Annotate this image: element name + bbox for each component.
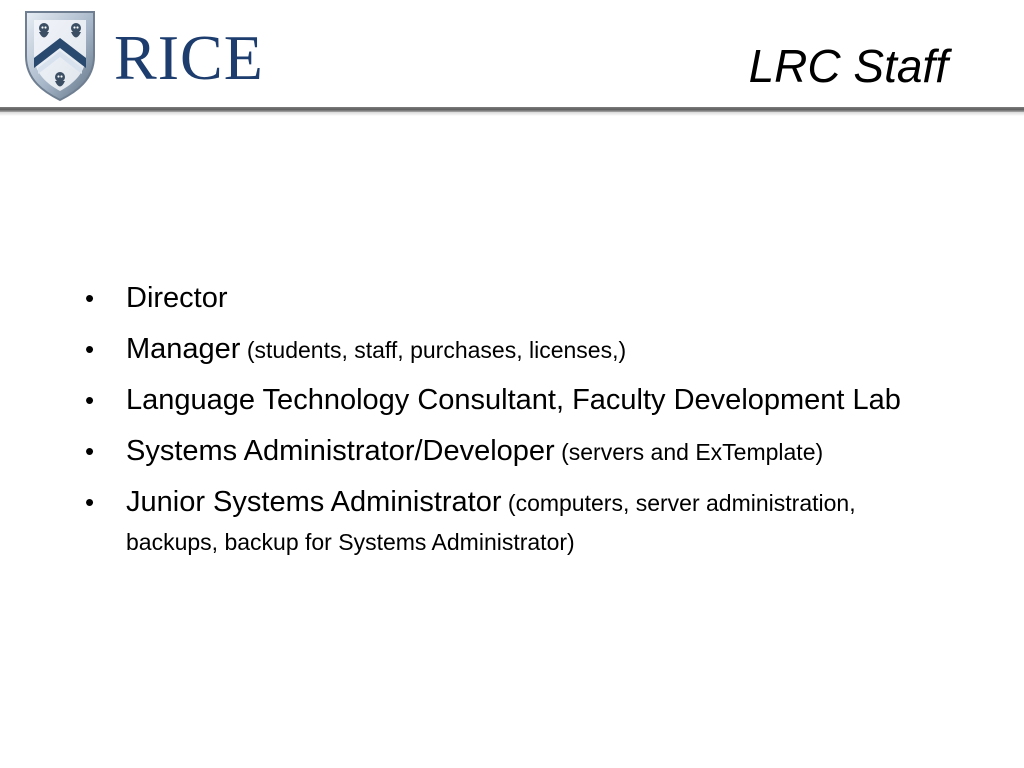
rice-wordmark: RICE [114, 22, 264, 93]
rice-shield-icon [22, 10, 98, 102]
staff-list-item-systems-administrator-developer [82, 432, 912, 471]
staff-role-note: (servers and ExTemplate) [554, 439, 824, 465]
bullet-point-icon: • [85, 436, 95, 466]
staff-role-note: (computers, server administration, backups, backup for Systems Administrator) [126, 490, 856, 555]
staff-list-item-language-technology-consultant [82, 381, 912, 420]
staff-list-item-junior-systems-administrator [82, 483, 912, 561]
staff-role: Manager [126, 333, 241, 365]
slide-title: LRC Staff [748, 40, 948, 92]
bullet-point-icon: • [85, 487, 95, 517]
bullet-point-icon: • [85, 385, 95, 415]
rice-logo [22, 10, 282, 102]
staff-list-item-manager [82, 330, 912, 369]
slide-header [0, 0, 1024, 110]
staff-list [82, 279, 912, 561]
staff-role: Systems Administrator/Developer [126, 435, 555, 467]
staff-role-note: (students, staff, purchases, licenses,) [240, 337, 627, 363]
staff-role: Director [126, 282, 228, 314]
staff-role: Junior Systems Administrator [126, 486, 502, 518]
bullet-point-icon: • [85, 334, 95, 364]
bullet-point-icon: • [85, 283, 95, 313]
title-divider-shadow [0, 112, 1024, 116]
staff-role: Language Technology Consultant, Faculty Development Lab [126, 384, 901, 416]
slide-content [82, 279, 912, 573]
staff-list-item-director [82, 279, 912, 318]
